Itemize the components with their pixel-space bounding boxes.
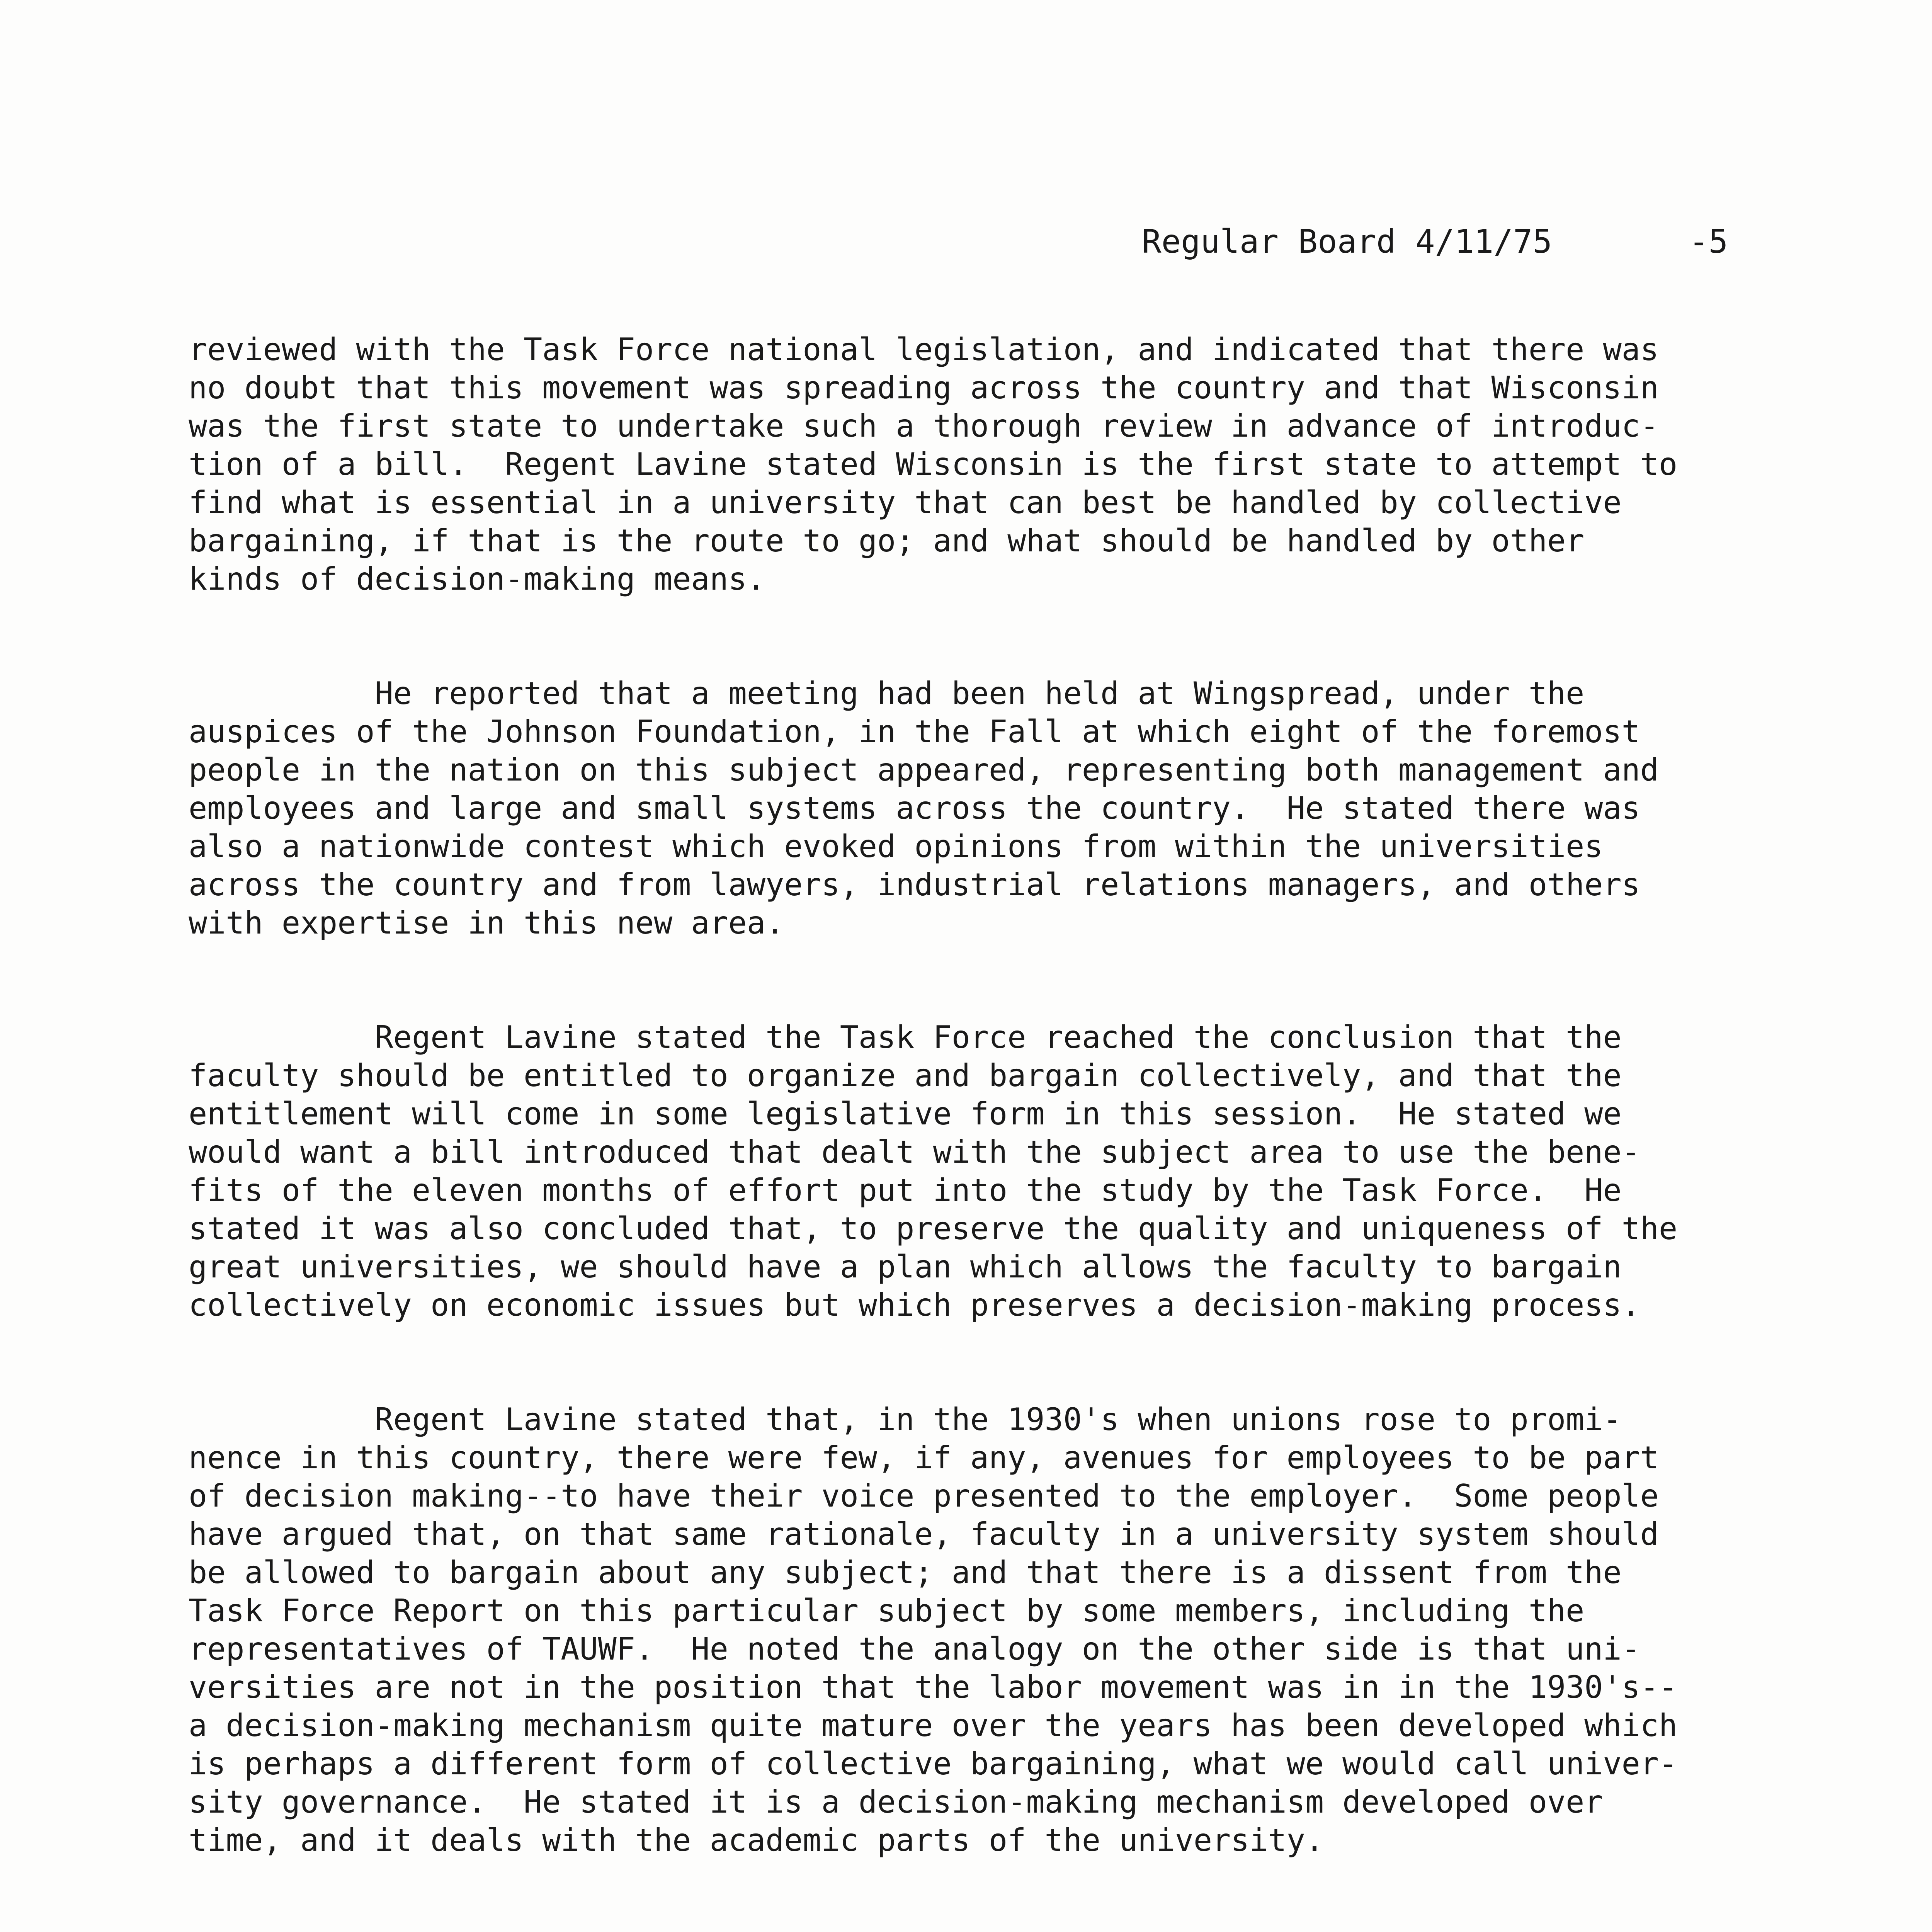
text-line: collectively on economic issues but which preserves a decision-making process. [189, 1287, 1640, 1323]
text-line: have argued that, on that same rationale, faculty in a university system should [189, 1516, 1659, 1552]
text-line: great universities, we should have a plan which allows the faculty to bargain [189, 1249, 1622, 1285]
paragraph [189, 674, 1738, 942]
text-line: across the country and from lawyers, industrial relations managers, and others [189, 867, 1640, 903]
text-line: kinds of decision-making means. [189, 561, 766, 597]
text-line: people in the nation on this subject appeared, representing both management and [189, 752, 1659, 788]
text-line: tion of a bill. Regent Lavine stated Wisconsin is the first state to attempt to [189, 446, 1678, 482]
text-line: is perhaps a different form of collective bargaining, what we would call univer- [189, 1746, 1678, 1782]
text-line: find what is essential in a university that can best be handled by collective [189, 485, 1622, 520]
text-line: Task Force Report on this particular subject by some members, including the [189, 1593, 1585, 1629]
header-title: Regular Board 4/11/75 [1142, 223, 1553, 260]
text-line: reviewed with the Task Force national legislation, and indicated that there was [189, 332, 1659, 367]
text-line: employees and large and small systems across the country. He stated there was [189, 790, 1640, 826]
text-line: Regent Lavine stated the Task Force reached the conclusion that the [189, 1019, 1622, 1055]
paragraph [189, 1018, 1738, 1324]
document-body [189, 330, 1738, 1932]
text-line: a decision-making mechanism quite mature over the years has been developed which [189, 1708, 1678, 1743]
text-line: auspices of the Johnson Foundation, in the Fall at which eight of the foremost [189, 714, 1640, 750]
text-line: fits of the eleven months of effort put into the study by the Task Force. He [189, 1172, 1622, 1208]
text-line: He reported that a meeting had been held at Wingspread, under the [189, 675, 1585, 711]
text-line: be allowed to bargain about any subject; and that there is a dissent from the [189, 1554, 1622, 1590]
text-line: sity governance. He stated it is a decision-making mechanism developed over [189, 1784, 1603, 1820]
text-line: also a nationwide contest which evoked opinions from within the universities [189, 828, 1603, 864]
text-line: nence in this country, there were few, if any, avenues for employees to be part [189, 1440, 1659, 1476]
text-line: entitlement will come in some legislative form in this session. He stated we [189, 1096, 1622, 1132]
text-line: stated it was also concluded that, to preserve the quality and uniqueness of the [189, 1211, 1678, 1247]
text-line: of decision making--to have their voice presented to the employer. Some people [189, 1478, 1659, 1514]
text-line: with expertise in this new area. [189, 905, 784, 941]
text-line: faculty should be entitled to organize and bargain collectively, and that the [189, 1058, 1622, 1094]
text-line: no doubt that this movement was spreading across the country and that Wisconsin [189, 370, 1659, 406]
text-line: would want a bill introduced that dealt with the subject area to use the bene- [189, 1134, 1640, 1170]
text-line: bargaining, if that is the route to go; and what should be handled by other [189, 523, 1585, 559]
header-page-number: -5 [1689, 223, 1728, 260]
text-line: time, and it deals with the academic parts of the university. [189, 1822, 1324, 1858]
paragraph [189, 330, 1738, 598]
text-line: was the first state to undertake such a thorough review in advance of introduc- [189, 408, 1659, 444]
text-line: versities are not in the position that the labor movement was in in the 1930's-- [189, 1669, 1678, 1705]
text-line: representatives of TAUWF. He noted the analogy on the other side is that uni- [189, 1631, 1640, 1667]
text-line: Regent Lavine stated that, in the 1930's when unions rose to promi- [189, 1401, 1622, 1437]
page-header [1142, 214, 1876, 269]
paragraph [189, 1400, 1738, 1859]
